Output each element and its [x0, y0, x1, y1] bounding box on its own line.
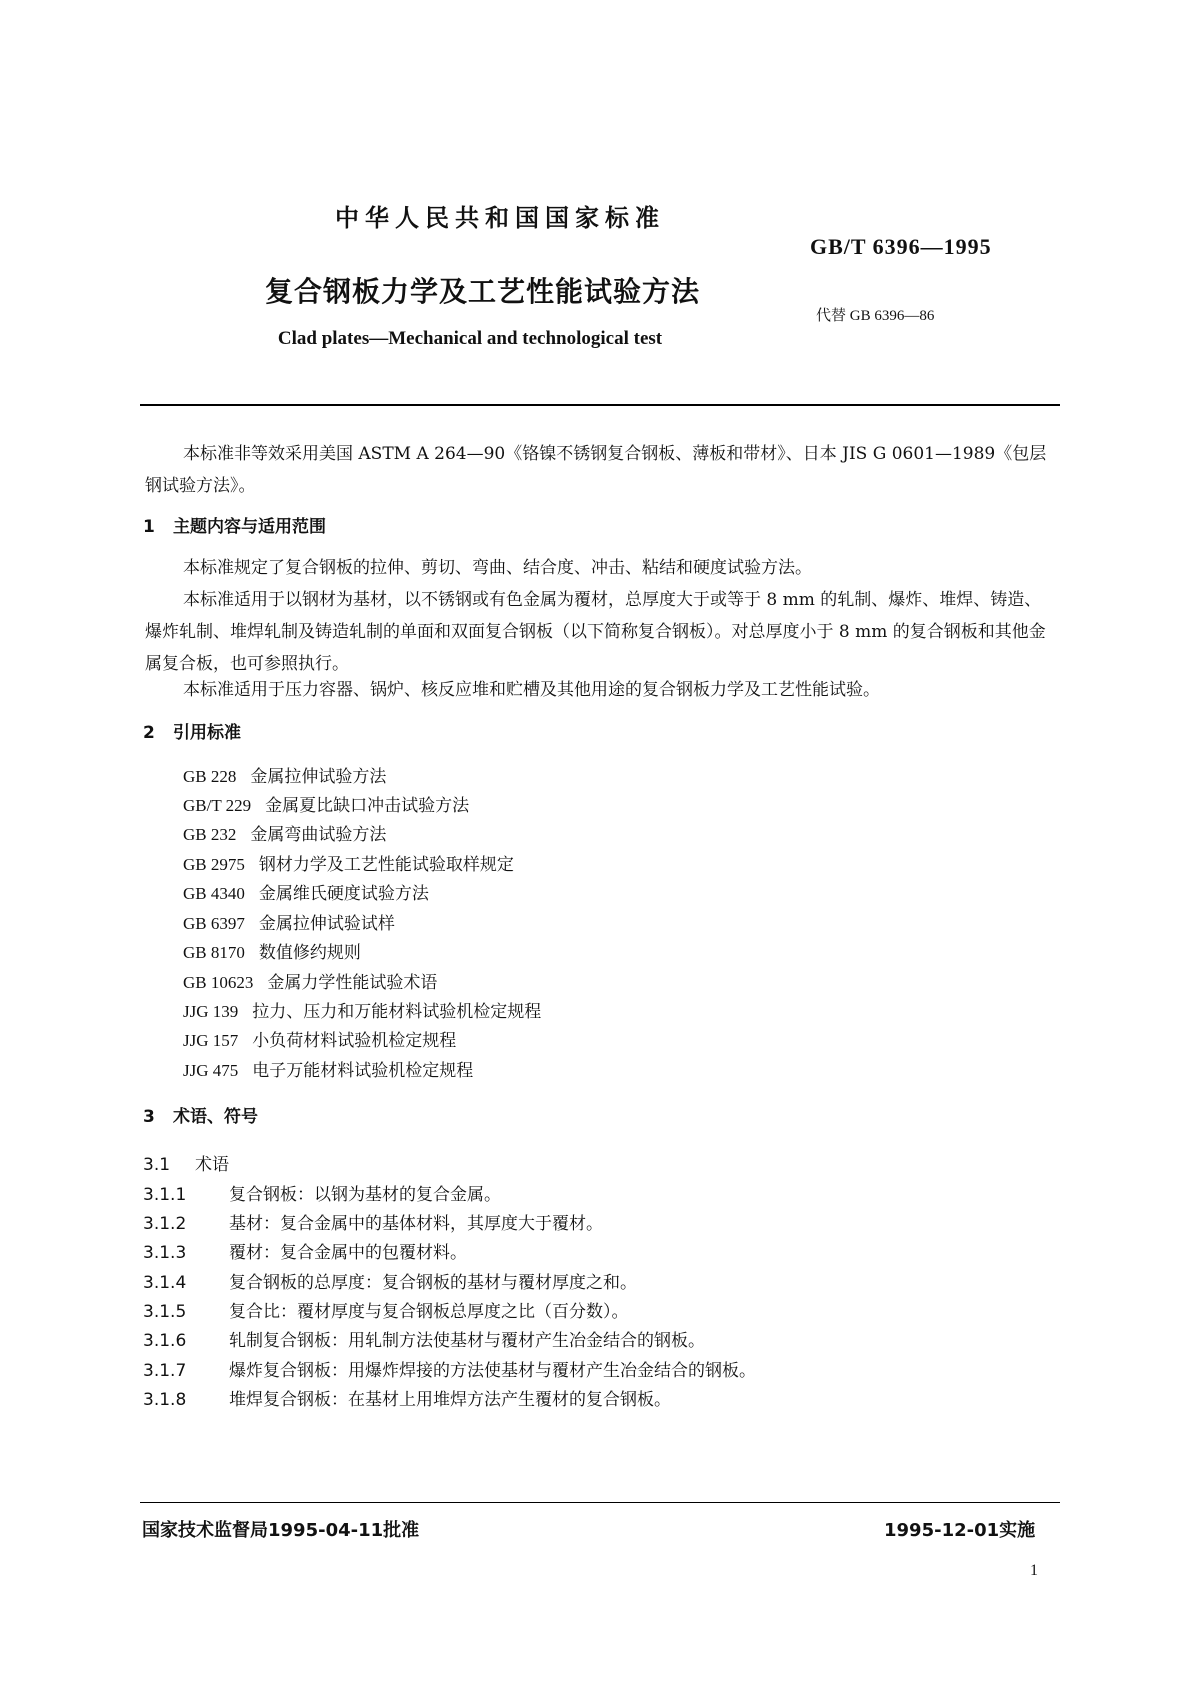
- term-item: [143, 1356, 756, 1381]
- section-1-paragraph: 本标准适用于以钢材为基材，以不锈钢或有色金属为覆材，总厚度大于或等于 8 mm 的轧制、爆炸、堆焊、铸造、爆炸轧制、堆焊轧制及铸造轧制的单面和双面复合钢板（以下简称复合钢板）。对总厚度小于 8 mm 的复合钢板和其他金属复合板，也可参照执行。: [145, 590, 1046, 674]
- term-text: 轧制复合钢板：用轧制方法使基材与覆材产生冶金结合的钢板。: [229, 1331, 705, 1351]
- reference-name: 金属夏比缺口冲击试验方法: [265, 796, 470, 816]
- reference-item: [183, 1056, 473, 1081]
- effective-date: 1995-12-01实施: [884, 1520, 1036, 1541]
- term-text: 堆焊复合钢板：在基材上用堆焊方法产生覆材的复合钢板。: [229, 1390, 671, 1410]
- reference-code: GB 10623: [183, 973, 254, 992]
- reference-code: GB 228: [183, 767, 237, 786]
- term-item: [143, 1326, 705, 1351]
- term-item: [143, 1268, 637, 1293]
- term-number: 3.1.1: [143, 1185, 187, 1205]
- term-item: [143, 1297, 629, 1322]
- reference-item: [183, 938, 361, 963]
- reference-item: [183, 997, 541, 1022]
- term-text: 爆炸复合钢板：用爆炸焊接的方法使基材与覆材产生冶金结合的钢板。: [229, 1361, 756, 1381]
- section-title: 主题内容与适用范围: [173, 517, 326, 537]
- term-item: [143, 1385, 671, 1410]
- reference-name: 钢材力学及工艺性能试验取样规定: [258, 855, 514, 875]
- term-text: 基材：复合金属中的基体材料，其厚度大于覆材。: [229, 1214, 603, 1234]
- reference-item: [183, 820, 386, 845]
- term-number: 3.1.2: [143, 1214, 187, 1234]
- intro-paragraph: 本标准非等效采用美国 ASTM A 264—90《铬镍不锈钢复合钢板、薄板和带材》、日本 JIS G 0601—1989《包层钢试验方法》。: [145, 444, 1047, 496]
- term-number: 3.1.3: [143, 1243, 187, 1263]
- term-number: 3.1.8: [143, 1390, 187, 1410]
- section-number: 1: [143, 517, 155, 537]
- term-item: [143, 1209, 603, 1234]
- reference-code: GB 6397: [183, 914, 245, 933]
- section-2-heading: [143, 718, 241, 743]
- section-number: 3: [143, 1107, 155, 1127]
- section-1-paragraph: 本标准规定了复合钢板的拉伸、剪切、弯曲、结合度、冲击、粘结和硬度试验方法。: [183, 558, 812, 578]
- term-number: 3.1.5: [143, 1302, 187, 1322]
- term-item: [143, 1238, 467, 1263]
- term-number: 3.1.6: [143, 1331, 187, 1351]
- document-title: 复合钢板力学及工艺性能试验方法: [265, 275, 701, 308]
- term-text: 复合比：覆材厚度与复合钢板总厚度之比（百分数）。: [229, 1302, 629, 1322]
- page-number: 1: [1030, 1562, 1038, 1579]
- reference-item: [183, 791, 469, 816]
- subsection-3-1-heading: [143, 1150, 229, 1175]
- term-number: 3.1.7: [143, 1361, 187, 1381]
- reference-item: [183, 968, 437, 993]
- reference-item: [183, 879, 429, 904]
- reference-name: 数值修约规则: [258, 943, 361, 963]
- reference-item: [183, 762, 386, 787]
- reference-item: [183, 909, 395, 934]
- reference-code: JJG 475: [183, 1061, 239, 1080]
- term-number: 3.1.4: [143, 1273, 187, 1293]
- english-title: Clad plates—Mechanical and technological test: [277, 328, 663, 349]
- reference-code: GB/T 229: [183, 796, 252, 815]
- reference-code: GB 232: [183, 825, 237, 844]
- section-title: 术语、符号: [173, 1107, 258, 1127]
- reference-name: 小负荷材料试验机检定规程: [252, 1031, 457, 1051]
- national-standard-heading: 中华人民共和国国家标准: [335, 204, 665, 232]
- approval-note: 国家技术监督局1995-04-11批准: [142, 1520, 420, 1541]
- reference-name: 金属拉伸试验方法: [250, 767, 387, 787]
- reference-code: GB 2975: [183, 855, 245, 874]
- term-item: [143, 1180, 501, 1205]
- subsection-title: 术语: [195, 1155, 229, 1175]
- header-divider: [140, 404, 1060, 406]
- term-text: 复合钢板：以钢为基材的复合金属。: [229, 1185, 501, 1205]
- section-number: 2: [143, 723, 155, 743]
- term-text: 覆材：复合金属中的包覆材料。: [229, 1243, 467, 1263]
- section-3-heading: [143, 1102, 258, 1127]
- section-1-heading: [143, 512, 326, 537]
- reference-name: 金属拉伸试验试样: [258, 914, 395, 934]
- reference-item: [183, 850, 514, 875]
- reference-item: [183, 1026, 456, 1051]
- subsection-number: 3.1: [143, 1155, 171, 1175]
- term-text: 复合钢板的总厚度：复合钢板的基材与覆材厚度之和。: [229, 1273, 637, 1293]
- section-1-paragraph: 本标准适用于压力容器、锅炉、核反应堆和贮槽及其他用途的复合钢板力学及工艺性能试验。: [183, 680, 880, 700]
- reference-code: GB 4340: [183, 884, 245, 903]
- reference-code: JJG 139: [183, 1002, 239, 1021]
- replaces-note: 代替 GB 6396—86: [816, 308, 935, 324]
- footer-divider: [140, 1502, 1060, 1503]
- reference-name: 金属弯曲试验方法: [250, 825, 387, 845]
- reference-name: 拉力、压力和万能材料试验机检定规程: [252, 1002, 542, 1022]
- standard-code: GB/T 6396—1995: [810, 234, 992, 259]
- reference-code: GB 8170: [183, 943, 245, 962]
- reference-code: JJG 157: [183, 1031, 239, 1050]
- reference-name: 金属维氏硬度试验方法: [258, 884, 429, 904]
- section-title: 引用标准: [173, 723, 241, 743]
- reference-name: 电子万能材料试验机检定规程: [252, 1061, 474, 1081]
- reference-name: 金属力学性能试验术语: [267, 973, 438, 993]
